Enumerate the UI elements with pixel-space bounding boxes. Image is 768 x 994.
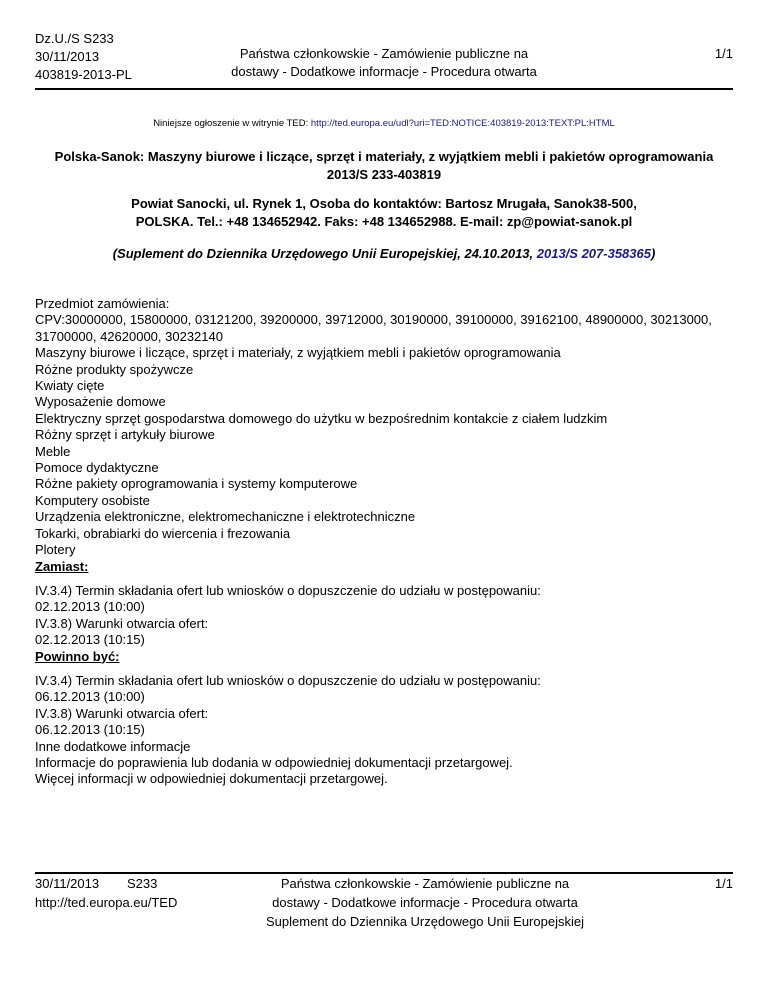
footer-reference bbox=[35, 874, 177, 912]
header-divider bbox=[35, 88, 733, 90]
cpv-item: Urządzenia elektroniczne, elektromechaniczne i elektrotechniczne bbox=[35, 509, 416, 525]
should-be-line: 06.12.2013 (10:00) bbox=[35, 689, 145, 705]
should-be-line: IV.3.4) Termin składania ofert lub wniosków o dopuszczenie do udziału w postępowaniu: bbox=[35, 672, 541, 688]
instead-line: 02.12.2013 (10:15) bbox=[35, 632, 145, 648]
cpv-item: Elektryczny sprzęt gospodarstwa domowego do użytku w bezpośrednim kontakcie z ciałem ludzkim bbox=[35, 410, 608, 426]
original-notice-link[interactable]: 2013/S 207-358365 bbox=[536, 246, 651, 261]
cpv-item: Komputery osobiste bbox=[35, 492, 150, 508]
ted-notice-link[interactable]: http://ted.europa.eu/udl?uri=TED:NOTICE:403819-2013:TEXT:PL:HTML bbox=[310, 118, 615, 129]
cpv-item: Maszyny biurowe i liczące, sprzęt i materiały, z wyjątkiem mebli i pakietów oprogramowania bbox=[35, 345, 561, 361]
should-be-line: Inne dodatkowe informacje bbox=[35, 738, 191, 754]
footer-page-number: 1/1 bbox=[714, 876, 733, 891]
header-page-number: 1/1 bbox=[714, 46, 733, 61]
contracting-authority: Powiat Sanocki, ul. Rynek 1, Osoba do kontaktów: Bartosz Mrugała, Sanok38-500, POLSKA. Tel.: +48 134652942. Faks: +48 134652988. E-mail: zp@powiat-sanok.pl bbox=[131, 196, 637, 229]
page-header bbox=[35, 30, 733, 86]
cpv-item: Plotery bbox=[35, 542, 76, 558]
publication-date: 30/11/2013 bbox=[35, 49, 100, 64]
instead-line: 02.12.2013 (10:00) bbox=[35, 599, 145, 615]
footer-date: 30/11/2013 bbox=[35, 876, 100, 891]
should-be-line: IV.3.8) Warunki otwarcia ofert: bbox=[35, 705, 209, 721]
instead-line: IV.3.8) Warunki otwarcia ofert: bbox=[35, 615, 209, 631]
footer-series: S233 bbox=[127, 876, 158, 891]
ted-notice-line bbox=[35, 118, 733, 129]
cpv-item: Kwiaty cięte bbox=[35, 378, 105, 394]
instead-label: Zamiast: bbox=[35, 558, 89, 574]
should-be-line: Informacje do poprawienia lub dodania w odpowiedniej dokumentacji przetargowej. bbox=[35, 754, 513, 770]
ted-notice-prefix: Niniejsze ogłoszenie w witrynie TED: bbox=[153, 118, 311, 129]
notice-body bbox=[35, 296, 733, 788]
journal-issue: Dz.U./S S233 bbox=[35, 31, 114, 46]
should-be-line: Więcej informacji w odpowiedniej dokumentacji przetargowej. bbox=[35, 771, 388, 787]
cpv-item: Różny sprzęt i artykuły biurowe bbox=[35, 427, 215, 443]
should-be-label: Powinno być: bbox=[35, 648, 120, 664]
supplement-reference: (Suplement do Dziennika Urzędowego Unii Europejskiej, 24.10.2013, 2013/S 207-358365) bbox=[112, 246, 656, 261]
cpv-codes-line-1: CPV:30000000, 15800000, 03121200, 39200000, 39712000, 30190000, 39100000, 39162100, 48900000, 30213000, bbox=[35, 312, 712, 328]
cpv-codes-line-2: 31700000, 42620000, 30232140 bbox=[35, 328, 223, 344]
subject-heading: Przedmiot zamówienia: bbox=[35, 296, 170, 311]
cpv-item: Wyposażenie domowe bbox=[35, 394, 166, 410]
should-be-line: 06.12.2013 (10:15) bbox=[35, 722, 145, 738]
header-description: Państwa członkowskie - Zamówienie publiczne na dostawy - Dodatkowe informacje - Procedura otwarta bbox=[231, 46, 537, 79]
cpv-item: Tokarki, obrabiarki do wiercenia i frezowania bbox=[35, 525, 291, 541]
header-reference bbox=[35, 30, 235, 84]
footer-site: http://ted.europa.eu/TED bbox=[35, 895, 178, 910]
cpv-item: Różne pakiety oprogramowania i systemy komputerowe bbox=[35, 476, 358, 492]
notice-title: Polska-Sanok: Maszyny biurowe i liczące, sprzęt i materiały, z wyjątkiem mebli i pakietów oprogramowania 2013/S 233-403819 bbox=[54, 149, 714, 182]
cpv-item: Różne produkty spożywcze bbox=[35, 361, 194, 377]
cpv-item: Pomoce dydaktyczne bbox=[35, 460, 159, 476]
instead-line: IV.3.4) Termin składania ofert lub wniosków o dopuszczenie do udziału w postępowaniu: bbox=[35, 582, 541, 598]
cpv-item: Meble bbox=[35, 443, 71, 459]
footer-description: Państwa członkowskie - Zamówienie publiczne na dostawy - Dodatkowe informacje - Procedura otwarta Suplement do Dziennika Urzędowego Unii Europejskiej bbox=[266, 876, 584, 929]
notice-number: 403819-2013-PL bbox=[35, 67, 132, 82]
